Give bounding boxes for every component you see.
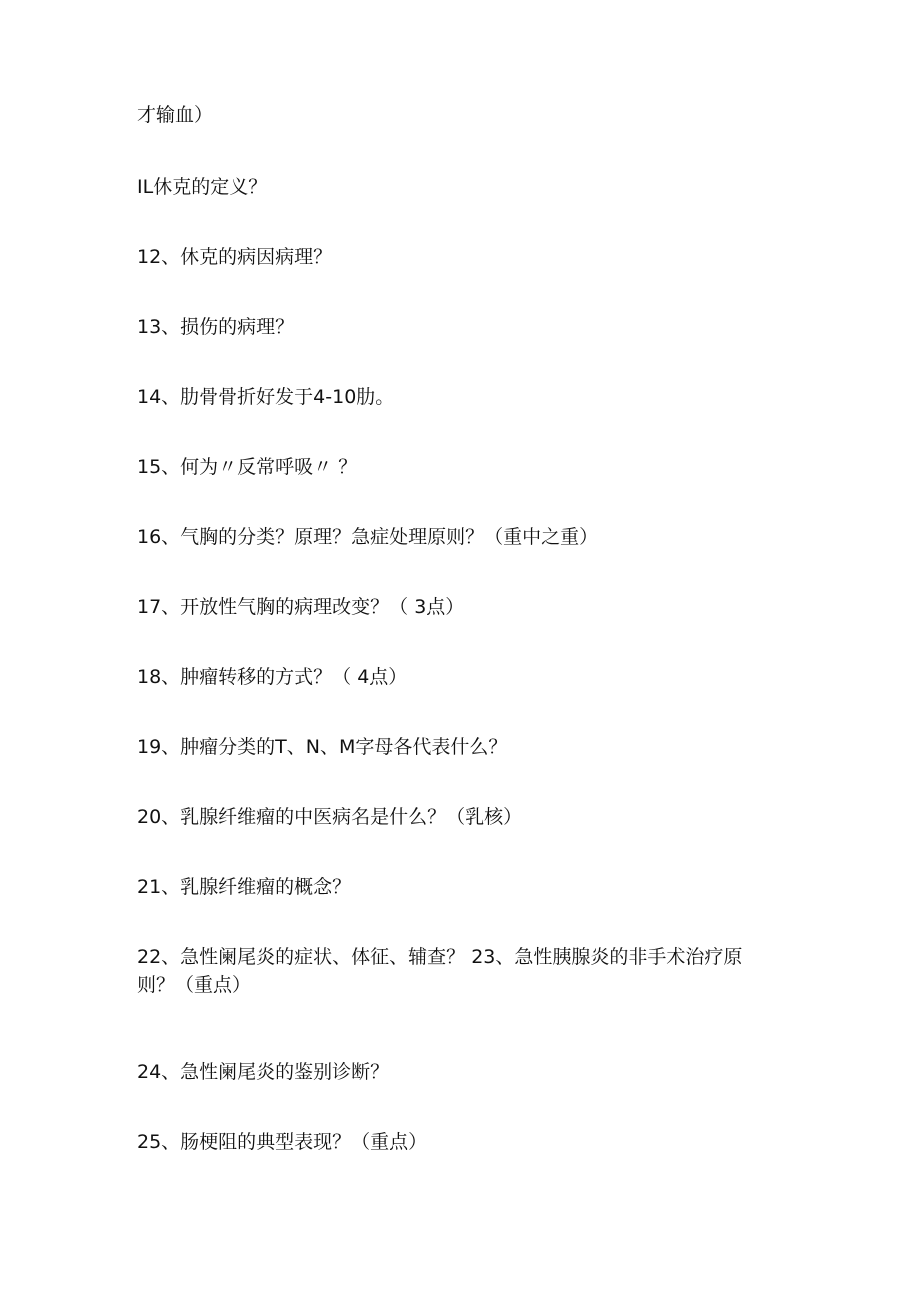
text-line-9: 18、肿瘤转移的方式？（ 4点） (137, 666, 408, 688)
text-line-4: 13、损伤的病理？ (137, 316, 295, 338)
text-line-8: 17、开放性气胸的病理改变？（ 3点） (137, 596, 465, 618)
text-line-11: 20、乳腺纤维瘤的中医病名是什么？（乳核） (137, 806, 523, 828)
text-line-1: 才输血） (137, 104, 214, 126)
text-line-2: IL休克的定义？ (137, 176, 268, 198)
text-line-12: 21、乳腺纤维瘤的概念？ (137, 876, 352, 898)
text-line-14: 则？（重点） (137, 974, 252, 996)
text-line-3: 12、休克的病因病理？ (137, 246, 333, 268)
text-line-5: 14、肋骨骨折好发于4-10肋。 (137, 386, 395, 408)
text-line-10: 19、肿瘤分类的T、N、M字母各代表什么？ (137, 736, 508, 758)
text-line-15: 24、急性阑尾炎的鉴别诊断？ (137, 1061, 390, 1083)
text-line-13: 22、急性阑尾炎的症状、体征、辅查？ 23、急性胰腺炎的非手术治疗原 (137, 946, 743, 968)
text-paragraph-wrapped (137, 943, 787, 999)
text-line-16: 25、肠梗阻的典型表现？（重点） (137, 1131, 428, 1153)
text-line-6: 15、何为〃反常呼吸〃 ？ (137, 456, 358, 478)
text-line-7: 16、气胸的分类？原理？急症处理原则？（重中之重） (137, 526, 599, 548)
